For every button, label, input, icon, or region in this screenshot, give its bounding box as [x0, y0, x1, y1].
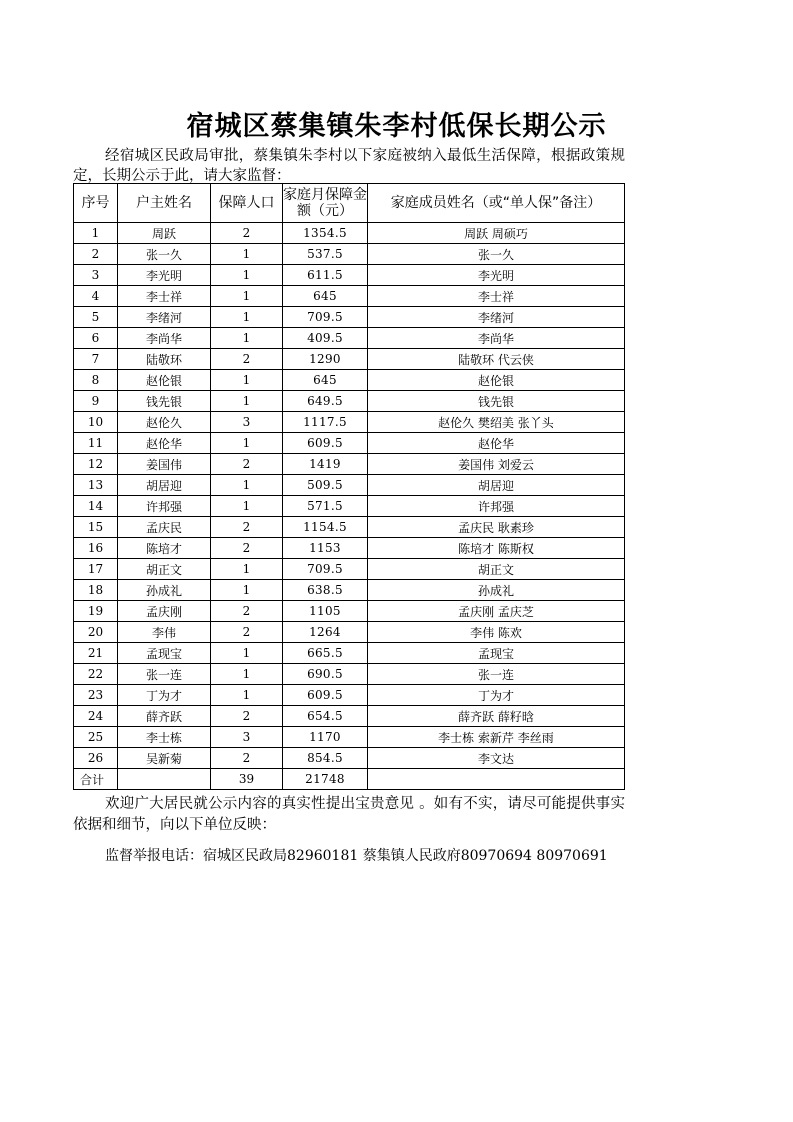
- row-monthly-amount: 1153: [283, 538, 368, 559]
- row-monthly-amount: 1105: [283, 601, 368, 622]
- row-covered-people: 2: [211, 748, 283, 769]
- row-household-head: 周跃: [118, 223, 211, 244]
- table-row: [74, 664, 625, 685]
- row-covered-people: 1: [211, 664, 283, 685]
- row-household-head: 姜国伟: [118, 454, 211, 475]
- row-covered-people: 3: [211, 727, 283, 748]
- row-household-head: 张一连: [118, 664, 211, 685]
- table-row: [74, 412, 625, 433]
- row-seq: 20: [74, 622, 118, 643]
- row-monthly-amount: 1290: [283, 349, 368, 370]
- row-household-head: 胡居迎: [118, 475, 211, 496]
- table-row: [74, 706, 625, 727]
- row-family-members: 薛齐跃 薛籽晗: [368, 706, 625, 727]
- row-monthly-amount: 1154.5: [283, 517, 368, 538]
- row-monthly-amount: 609.5: [283, 685, 368, 706]
- row-household-head: 孟庆民: [118, 517, 211, 538]
- row-monthly-amount: 649.5: [283, 391, 368, 412]
- table-row: [74, 307, 625, 328]
- row-household-head: 李士栋: [118, 727, 211, 748]
- row-household-head: 丁为才: [118, 685, 211, 706]
- row-seq: 19: [74, 601, 118, 622]
- row-monthly-amount: 1419: [283, 454, 368, 475]
- row-seq: 1: [74, 223, 118, 244]
- row-seq: 12: [74, 454, 118, 475]
- row-family-members: 陈培才 陈斯权: [368, 538, 625, 559]
- row-family-members: 赵伦华: [368, 433, 625, 454]
- row-family-members: 钱先银: [368, 391, 625, 412]
- total-empty-cell: [368, 769, 625, 790]
- row-family-members: 张一久: [368, 244, 625, 265]
- row-seq: 8: [74, 370, 118, 391]
- row-monthly-amount: 645: [283, 370, 368, 391]
- row-seq: 11: [74, 433, 118, 454]
- table-header-row: [74, 184, 625, 223]
- row-covered-people: 1: [211, 433, 283, 454]
- row-seq: 7: [74, 349, 118, 370]
- row-monthly-amount: 609.5: [283, 433, 368, 454]
- row-covered-people: 1: [211, 685, 283, 706]
- hotline-text: 监督举报电话：宿城区民政局82960181 蔡集镇人民政府80970694 80970691: [105, 848, 608, 864]
- total-label: 合计: [74, 769, 118, 790]
- row-family-members: 李伟 陈欢: [368, 622, 625, 643]
- row-family-members: 胡正文: [368, 559, 625, 580]
- row-covered-people: 2: [211, 454, 283, 475]
- row-family-members: 孙成礼: [368, 580, 625, 601]
- row-covered-people: 3: [211, 412, 283, 433]
- table-row: [74, 454, 625, 475]
- row-seq: 22: [74, 664, 118, 685]
- row-household-head: 陈培才: [118, 538, 211, 559]
- table-row: [74, 475, 625, 496]
- row-monthly-amount: 854.5: [283, 748, 368, 769]
- table-row: [74, 538, 625, 559]
- row-covered-people: 1: [211, 307, 283, 328]
- row-covered-people: 2: [211, 223, 283, 244]
- row-family-members: 李光明: [368, 265, 625, 286]
- row-covered-people: 1: [211, 475, 283, 496]
- table-row: [74, 580, 625, 601]
- row-family-members: 孟庆刚 孟庆芝: [368, 601, 625, 622]
- table-row: [74, 748, 625, 769]
- row-covered-people: 2: [211, 706, 283, 727]
- row-monthly-amount: 690.5: [283, 664, 368, 685]
- row-seq: 3: [74, 265, 118, 286]
- row-seq: 15: [74, 517, 118, 538]
- row-seq: 4: [74, 286, 118, 307]
- page-title: 宿城区蔡集镇朱李村低保长期公示: [186, 111, 607, 142]
- row-covered-people: 1: [211, 265, 283, 286]
- row-seq: 21: [74, 643, 118, 664]
- table-row: [74, 601, 625, 622]
- row-covered-people: 1: [211, 286, 283, 307]
- header-seq: 序号: [74, 184, 118, 223]
- row-covered-people: 1: [211, 391, 283, 412]
- row-covered-people: 2: [211, 622, 283, 643]
- recipient-table: [73, 183, 625, 790]
- table-row: [74, 622, 625, 643]
- row-family-members: 李士栋 索新芹 李丝雨: [368, 727, 625, 748]
- row-household-head: 李伟: [118, 622, 211, 643]
- row-family-members: 李绪河: [368, 307, 625, 328]
- row-family-members: 姜国伟 刘爱云: [368, 454, 625, 475]
- table-row: [74, 370, 625, 391]
- row-monthly-amount: 611.5: [283, 265, 368, 286]
- row-covered-people: 2: [211, 349, 283, 370]
- row-monthly-amount: 509.5: [283, 475, 368, 496]
- row-family-members: 丁为才: [368, 685, 625, 706]
- row-household-head: 孟现宝: [118, 643, 211, 664]
- header-household-head: 户主姓名: [118, 184, 211, 223]
- row-family-members: 许邦强: [368, 496, 625, 517]
- table-body: [74, 223, 625, 769]
- row-monthly-amount: 709.5: [283, 307, 368, 328]
- total-covered-people: 39: [211, 769, 283, 790]
- row-seq: 17: [74, 559, 118, 580]
- row-household-head: 孟庆刚: [118, 601, 211, 622]
- row-household-head: 胡正文: [118, 559, 211, 580]
- table-row: [74, 727, 625, 748]
- row-monthly-amount: 537.5: [283, 244, 368, 265]
- row-seq: 14: [74, 496, 118, 517]
- total-empty-cell: [118, 769, 211, 790]
- row-family-members: 李文达: [368, 748, 625, 769]
- total-monthly-amount: 21748: [283, 769, 368, 790]
- row-monthly-amount: 571.5: [283, 496, 368, 517]
- row-household-head: 陆敬环: [118, 349, 211, 370]
- row-monthly-amount: 409.5: [283, 328, 368, 349]
- row-household-head: 赵伦华: [118, 433, 211, 454]
- table-row: [74, 328, 625, 349]
- table-row: [74, 433, 625, 454]
- row-covered-people: 1: [211, 580, 283, 601]
- row-household-head: 李士祥: [118, 286, 211, 307]
- header-monthly-amount: 家庭月保障金额（元）: [283, 184, 368, 223]
- row-seq: 26: [74, 748, 118, 769]
- intro-paragraph: 经宿城区民政局审批，蔡集镇朱李村以下家庭被纳入最低生活保障，根据政策规定，长期公示于此，请大家监督：: [73, 148, 625, 184]
- row-covered-people: 1: [211, 244, 283, 265]
- table-row: [74, 517, 625, 538]
- row-family-members: 孟庆民 耿素珍: [368, 517, 625, 538]
- row-family-members: 张一连: [368, 664, 625, 685]
- row-family-members: 胡居迎: [368, 475, 625, 496]
- row-household-head: 张一久: [118, 244, 211, 265]
- row-monthly-amount: 638.5: [283, 580, 368, 601]
- row-monthly-amount: 645: [283, 286, 368, 307]
- row-household-head: 许邦强: [118, 496, 211, 517]
- table-row: [74, 223, 625, 244]
- row-family-members: 孟现宝: [368, 643, 625, 664]
- table-row: [74, 349, 625, 370]
- row-household-head: 李尚华: [118, 328, 211, 349]
- row-seq: 9: [74, 391, 118, 412]
- row-seq: 10: [74, 412, 118, 433]
- row-seq: 23: [74, 685, 118, 706]
- row-family-members: 陆敬环 代云侠: [368, 349, 625, 370]
- row-household-head: 李绪河: [118, 307, 211, 328]
- row-seq: 2: [74, 244, 118, 265]
- row-covered-people: 1: [211, 370, 283, 391]
- row-household-head: 薛齐跃: [118, 706, 211, 727]
- table-row: [74, 286, 625, 307]
- row-family-members: 李士祥: [368, 286, 625, 307]
- table-row: [74, 685, 625, 706]
- total-row: [74, 769, 625, 790]
- row-covered-people: 1: [211, 643, 283, 664]
- row-household-head: 赵伦久: [118, 412, 211, 433]
- table-row: [74, 496, 625, 517]
- row-covered-people: 1: [211, 328, 283, 349]
- row-household-head: 吴新菊: [118, 748, 211, 769]
- row-covered-people: 2: [211, 601, 283, 622]
- table-row: [74, 265, 625, 286]
- row-family-members: 周跃 周硕巧: [368, 223, 625, 244]
- row-monthly-amount: 1117.5: [283, 412, 368, 433]
- row-household-head: 李光明: [118, 265, 211, 286]
- row-covered-people: 2: [211, 517, 283, 538]
- row-seq: 18: [74, 580, 118, 601]
- row-seq: 6: [74, 328, 118, 349]
- row-seq: 16: [74, 538, 118, 559]
- row-household-head: 孙成礼: [118, 580, 211, 601]
- row-monthly-amount: 1264: [283, 622, 368, 643]
- row-seq: 24: [74, 706, 118, 727]
- row-covered-people: 1: [211, 559, 283, 580]
- row-monthly-amount: 709.5: [283, 559, 368, 580]
- row-monthly-amount: 654.5: [283, 706, 368, 727]
- row-monthly-amount: 1354.5: [283, 223, 368, 244]
- header-family-members: 家庭成员姓名（或“单人保”备注）: [368, 184, 625, 223]
- row-seq: 13: [74, 475, 118, 496]
- row-family-members: 李尚华: [368, 328, 625, 349]
- table-row: [74, 391, 625, 412]
- table-row: [74, 559, 625, 580]
- row-seq: 25: [74, 727, 118, 748]
- row-household-head: 钱先银: [118, 391, 211, 412]
- row-seq: 5: [74, 307, 118, 328]
- row-family-members: 赵伦久 樊绍美 张丫头: [368, 412, 625, 433]
- header-covered-people: 保障人口: [211, 184, 283, 223]
- row-household-head: 赵伦银: [118, 370, 211, 391]
- row-family-members: 赵伦银: [368, 370, 625, 391]
- table-row: [74, 244, 625, 265]
- row-covered-people: 2: [211, 538, 283, 559]
- row-covered-people: 1: [211, 496, 283, 517]
- row-monthly-amount: 665.5: [283, 643, 368, 664]
- row-monthly-amount: 1170: [283, 727, 368, 748]
- table-row: [74, 643, 625, 664]
- closing-paragraph: 欢迎广大居民就公示内容的真实性提出宝贵意见 。如有不实，请尽可能提供事实依据和细节，向以下单位反映：: [73, 796, 625, 833]
